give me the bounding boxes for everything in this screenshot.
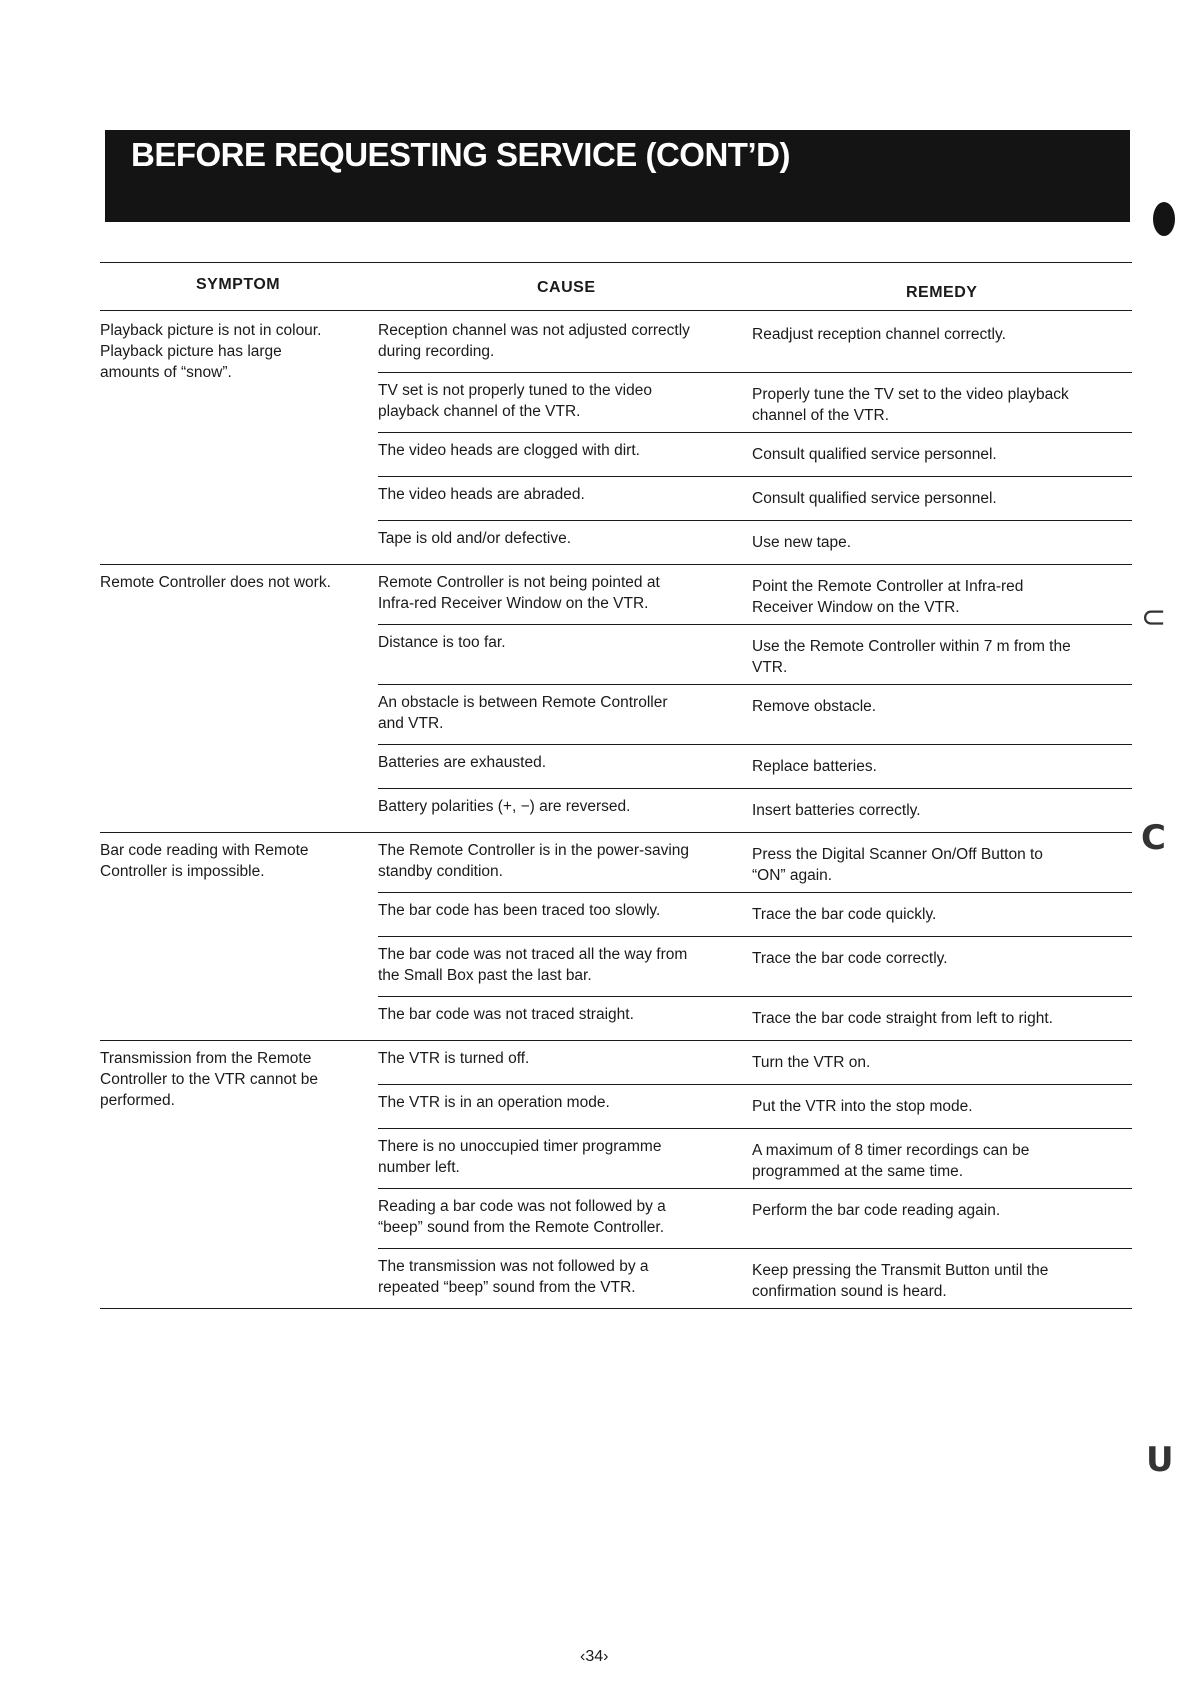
margin-mark: C bbox=[1141, 818, 1166, 858]
remedy-cell: Trace the bar code straight from left to right. bbox=[752, 1010, 1053, 1027]
header-symptom: SYMPTOM bbox=[196, 276, 281, 293]
cause-cell: The video heads are abraded. bbox=[378, 486, 585, 503]
row-separator-rule bbox=[378, 744, 1132, 745]
row-separator-rule bbox=[378, 372, 1132, 373]
remedy-cell: Press the Digital Scanner On/Off Button to “ON” again. bbox=[752, 846, 1043, 884]
page-title: BEFORE REQUESTING SERVICE (CONT’D) bbox=[131, 136, 790, 173]
remedy-cell: Consult qualified service personnel. bbox=[752, 490, 997, 507]
title-banner bbox=[105, 130, 1130, 222]
remedy-cell: Put the VTR into the stop mode. bbox=[752, 1098, 973, 1115]
header-bottom-rule bbox=[100, 310, 1132, 311]
row-separator-rule bbox=[378, 1128, 1132, 1129]
cause-cell: The video heads are clogged with dirt. bbox=[378, 442, 640, 459]
cause-cell: The Remote Controller is in the power-saving standby condition. bbox=[378, 842, 689, 880]
symptom-cell: Playback picture is not in colour. Playback picture has large amounts of “snow”. bbox=[100, 322, 322, 381]
remedy-cell: Point the Remote Controller at Infra-red Receiver Window on the VTR. bbox=[752, 578, 1024, 616]
cause-cell: The bar code was not traced all the way from the Small Box past the last bar. bbox=[378, 946, 688, 984]
row-separator-rule bbox=[378, 432, 1132, 433]
remedy-cell: Use new tape. bbox=[752, 534, 852, 551]
header-remedy: REMEDY bbox=[906, 284, 978, 301]
margin-mark: ⊂ bbox=[1141, 600, 1167, 635]
remedy-cell: Properly tune the TV set to the video playback channel of the VTR. bbox=[752, 386, 1069, 424]
cause-cell: The transmission was not followed by a repeated “beep” sound from the VTR. bbox=[378, 1258, 649, 1296]
remedy-cell: Replace batteries. bbox=[752, 758, 877, 775]
remedy-cell: Remove obstacle. bbox=[752, 698, 877, 715]
row-separator-rule bbox=[378, 684, 1132, 685]
remedy-cell: Perform the bar code reading again. bbox=[752, 1202, 1001, 1219]
cause-cell: Reception channel was not adjusted correctly during recording. bbox=[378, 322, 690, 360]
remedy-cell: Use the Remote Controller within 7 m from the VTR. bbox=[752, 638, 1071, 676]
row-separator-rule bbox=[378, 1084, 1132, 1085]
remedy-cell: Trace the bar code quickly. bbox=[752, 906, 937, 923]
table-top-rule bbox=[100, 262, 1132, 263]
symptom-cell: Remote Controller does not work. bbox=[100, 574, 331, 591]
remedy-cell: Consult qualified service personnel. bbox=[752, 446, 997, 463]
group-separator-rule bbox=[100, 564, 1132, 565]
cause-cell: TV set is not properly tuned to the video playback channel of the VTR. bbox=[378, 382, 652, 420]
group-separator-rule bbox=[100, 1040, 1132, 1041]
group-separator-rule bbox=[100, 832, 1132, 833]
row-separator-rule bbox=[378, 996, 1132, 997]
cause-cell: Batteries are exhausted. bbox=[378, 754, 547, 771]
page-number: ‹34› bbox=[580, 1648, 609, 1665]
cause-cell: Tape is old and/or defective. bbox=[378, 530, 572, 547]
cause-cell: The VTR is turned off. bbox=[378, 1050, 530, 1067]
group-separator-rule bbox=[100, 1308, 1132, 1309]
symptom-cell: Bar code reading with Remote Controller is impossible. bbox=[100, 842, 309, 880]
remedy-cell: Turn the VTR on. bbox=[752, 1054, 871, 1071]
remedy-cell: Insert batteries correctly. bbox=[752, 802, 921, 819]
punch-hole-mark bbox=[1153, 202, 1175, 236]
remedy-cell: Readjust reception channel correctly. bbox=[752, 326, 1006, 343]
cause-cell: There is no unoccupied timer programme number left. bbox=[378, 1138, 662, 1176]
cause-cell: Remote Controller is not being pointed at Infra-red Receiver Window on the VTR. bbox=[378, 574, 660, 612]
remedy-cell: A maximum of 8 timer recordings can be programmed at the same time. bbox=[752, 1142, 1030, 1180]
cause-cell: Battery polarities (+, −) are reversed. bbox=[378, 798, 631, 815]
row-separator-rule bbox=[378, 1248, 1132, 1249]
row-separator-rule bbox=[378, 520, 1132, 521]
cause-cell: An obstacle is between Remote Controller and VTR. bbox=[378, 694, 668, 732]
header-cause: CAUSE bbox=[537, 279, 596, 296]
row-separator-rule bbox=[378, 1188, 1132, 1189]
row-separator-rule bbox=[378, 936, 1132, 937]
cause-cell: The bar code has been traced too slowly. bbox=[378, 902, 661, 919]
row-separator-rule bbox=[378, 892, 1132, 893]
symptom-cell: Transmission from the Remote Controller to the VTR cannot be performed. bbox=[100, 1050, 318, 1109]
row-separator-rule bbox=[378, 788, 1132, 789]
remedy-cell: Keep pressing the Transmit Button until the confirmation sound is heard. bbox=[752, 1262, 1049, 1300]
cause-cell: The bar code was not traced straight. bbox=[378, 1006, 634, 1023]
row-separator-rule bbox=[378, 476, 1132, 477]
margin-mark: U bbox=[1146, 1440, 1174, 1480]
remedy-cell: Trace the bar code correctly. bbox=[752, 950, 948, 967]
cause-cell: Distance is too far. bbox=[378, 634, 506, 651]
cause-cell: The VTR is in an operation mode. bbox=[378, 1094, 610, 1111]
cause-cell: Reading a bar code was not followed by a “beep” sound from the Remote Controller. bbox=[378, 1198, 666, 1236]
row-separator-rule bbox=[378, 624, 1132, 625]
